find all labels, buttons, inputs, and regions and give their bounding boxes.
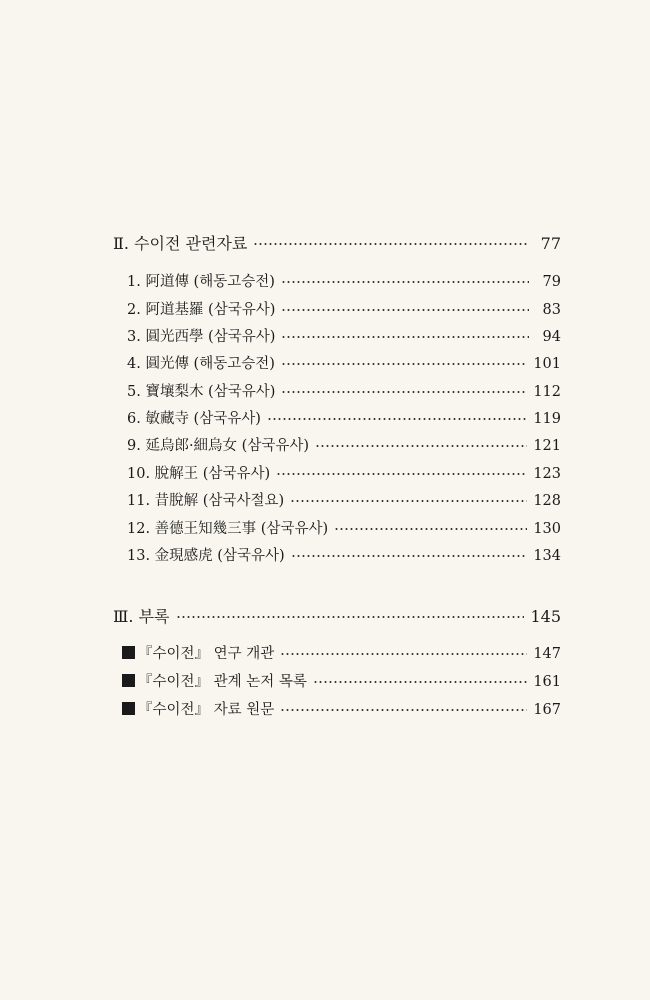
toc-item-page: 128	[533, 493, 561, 509]
dot-leader	[253, 234, 529, 250]
dot-leader	[280, 700, 527, 715]
toc-item-label: 2. 阿道基羅 (삼국유사)	[127, 302, 276, 318]
appendix-item-page: 167	[533, 702, 561, 718]
dot-leader	[313, 672, 527, 687]
dot-leader	[290, 491, 527, 506]
toc-item-page: 94	[542, 329, 561, 345]
toc-item-label: 3. 圓光西學 (삼국유사)	[127, 329, 276, 345]
square-bullet-icon	[122, 702, 135, 715]
appendix-item	[122, 642, 561, 663]
dot-leader	[267, 409, 527, 424]
toc-item-page: 79	[542, 274, 561, 290]
appendix-item	[122, 670, 561, 691]
appendix-item-label: 『수이전』 연구 개관	[138, 646, 275, 662]
toc-item	[127, 489, 561, 510]
section-2-page: 77	[540, 234, 561, 253]
toc-item-label: 1. 阿道傳 (해동고승전)	[127, 274, 275, 290]
toc-section-2	[113, 231, 561, 254]
dot-leader	[281, 382, 527, 397]
dot-leader	[291, 546, 528, 561]
dot-leader	[176, 607, 525, 623]
toc-item	[127, 380, 561, 401]
toc-item-label: 9. 延烏郎·細烏女 (삼국유사)	[127, 438, 310, 454]
dot-leader	[281, 272, 529, 287]
toc-item	[127, 517, 561, 538]
toc-item-page: 83	[542, 302, 561, 318]
appendix-item-page: 147	[533, 646, 561, 662]
toc-section-3	[113, 604, 561, 627]
toc-item-label: 12. 善德王知幾三事 (삼국유사)	[127, 521, 329, 537]
toc-item-label: 11. 昔脫解 (삼국사절요)	[127, 493, 285, 509]
toc-item	[127, 407, 561, 428]
toc-item	[127, 434, 561, 455]
toc-item-label: 4. 圓光傳 (해동고승전)	[127, 356, 275, 372]
toc-item-page: 130	[533, 521, 561, 537]
appendix-item-label: 『수이전』 관계 논저 목록	[138, 674, 307, 690]
toc-item	[127, 270, 561, 291]
toc-item-label: 5. 寶壤梨木 (삼국유사)	[127, 384, 276, 400]
square-bullet-icon	[122, 646, 135, 659]
toc-item-page: 119	[533, 411, 561, 427]
section-3-heading: Ⅲ. 부록	[113, 607, 170, 626]
toc-item-page: 121	[533, 438, 561, 454]
dot-leader	[280, 644, 527, 659]
dot-leader	[281, 327, 529, 342]
toc-item-label: 13. 金現感虎 (삼국유사)	[127, 548, 285, 564]
appendix-item-label: 『수이전』 자료 원문	[138, 702, 275, 718]
toc-item	[127, 462, 561, 483]
appendix-item-page: 161	[533, 674, 561, 690]
toc-item	[127, 352, 561, 373]
toc-item-page: 101	[533, 356, 561, 372]
toc-item	[127, 298, 561, 319]
toc-item-page: 123	[533, 466, 561, 482]
toc-item	[127, 544, 561, 565]
dot-leader	[334, 519, 527, 534]
dot-leader	[281, 300, 529, 315]
dot-leader	[315, 436, 527, 451]
section-3-page: 145	[530, 607, 561, 626]
toc-item-label: 6. 敏藏寺 (삼국유사)	[127, 411, 261, 427]
toc-item	[127, 325, 561, 346]
dot-leader	[276, 464, 527, 479]
square-bullet-icon	[122, 674, 135, 687]
section-2-heading: Ⅱ. 수이전 관련자료	[113, 234, 248, 253]
toc-item-page: 134	[533, 548, 561, 564]
appendix-item	[122, 698, 561, 719]
toc-item-page: 112	[533, 384, 561, 400]
dot-leader	[281, 354, 527, 369]
toc-item-label: 10. 脫解王 (삼국유사)	[127, 466, 271, 482]
